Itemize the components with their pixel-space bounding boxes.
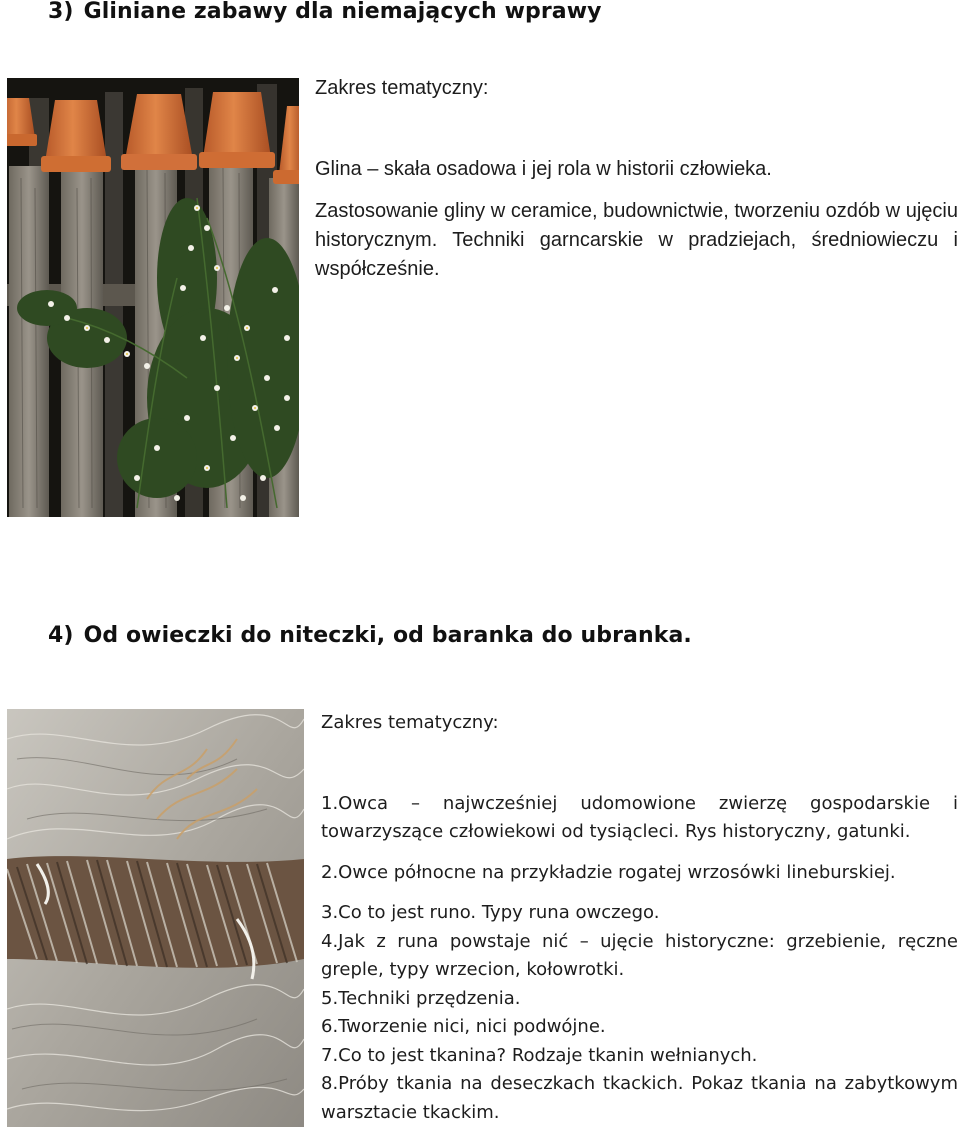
section-4-heading — [48, 623, 692, 648]
section-4-item-3: 3.Co to jest runo. Typy runa owczego. — [321, 902, 660, 923]
section-4-topic-label: Zakres tematyczny: — [321, 712, 499, 733]
section-3-topic-label: Zakres tematyczny: — [315, 77, 489, 99]
section-4-item-1: 1.Owca – najwcześniej udomowione zwierzę gospodarskie i towarzyszące człowiekowi od tysiącleci. Rys historyczny, gatunki. — [321, 792, 958, 842]
section-3-heading — [48, 0, 602, 24]
section-3-paragraph-2: Zastosowanie gliny w ceramice, budownictwie, tworzeniu ozdób w ujęciu historycznym. Techniki garncarskie w pradziejach, średniowieczu i współcześnie. — [315, 200, 958, 280]
section-3-paragraph-1: Glina – skała osadowa i jej rola w historii człowieka. — [315, 158, 772, 180]
wool-and-yarn-photo — [7, 709, 304, 1127]
section-3-number: 3) — [48, 0, 74, 24]
section-4-item-7: 7.Co to jest tkanina? Rodzaje tkanin wełnianych. — [321, 1044, 758, 1066]
section-4-item-4: 4.Jak z runa powstaje nić – ujęcie historyczne: grzebienie, ręczne greple, typy wrzecion, kołowrotki. — [321, 930, 958, 980]
clay-pots-on-fence-photo — [7, 78, 299, 517]
section-4-item-8: 8.Próby tkania na deseczkach tkackich. Pokaz tkania na zabytkowym warsztacie tkackim. — [321, 1073, 958, 1123]
section-4-item-5: 5.Techniki przędzenia. — [321, 987, 521, 1009]
section-4-item-2: 2.Owce północne na przykładzie rogatej wrzosówki lineburskiej. — [321, 861, 896, 883]
section-4-title: Od owieczki do niteczki, od baranka do ubranka. — [83, 623, 692, 648]
section-4-number: 4) — [48, 623, 74, 648]
section-4-item-6: 6.Tworzenie nici, nici podwójne. — [321, 1016, 606, 1037]
section-4-description — [321, 709, 958, 1127]
section-3-description — [315, 74, 958, 284]
section-3-title: Gliniane zabawy dla niemających wprawy — [83, 0, 602, 24]
